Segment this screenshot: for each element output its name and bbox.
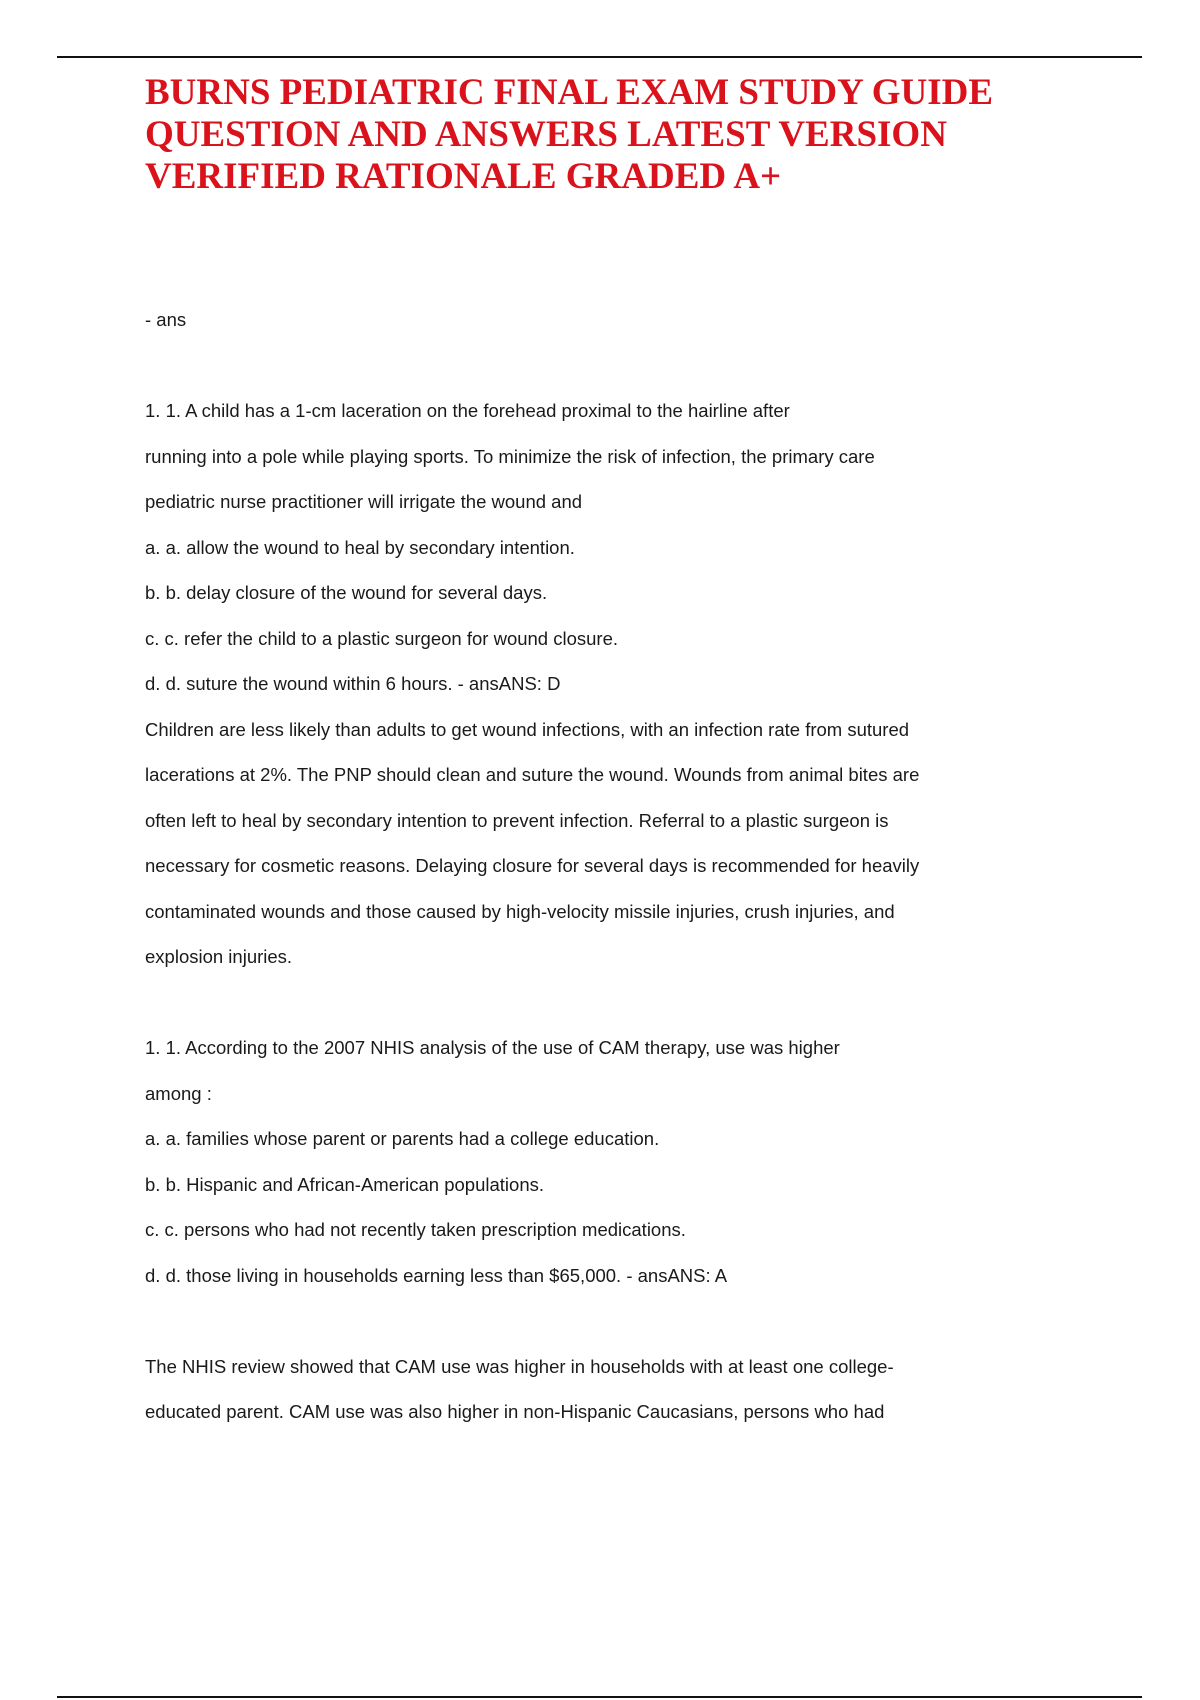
rationale-line: explosion injuries. (145, 946, 293, 967)
title-line: QUESTION AND ANSWERS LATEST VERSION (145, 114, 947, 155)
answer-option-c: c. c. persons who had not recently taken prescription medications. (145, 1219, 686, 1240)
intro-text: - ans (145, 309, 187, 330)
question-stem-line: pediatric nurse practitioner will irrigate the wound and (145, 491, 583, 512)
rationale-line: contaminated wounds and those caused by high-velocity missile injuries, crush injuries, and (145, 901, 895, 922)
document-title (145, 72, 1145, 198)
rationale-line: lacerations at 2%. The PNP should clean and suture the wound. Wounds from animal bites are (145, 764, 920, 785)
answer-option-b: b. b. delay closure of the wound for several days. (145, 582, 548, 603)
answer-option-d: d. d. suture the wound within 6 hours. - ansANS: D (145, 673, 561, 694)
question-stem-line: 1. 1. According to the 2007 NHIS analysis of the use of CAM therapy, use was higher (145, 1037, 840, 1058)
rationale-line: necessary for cosmetic reasons. Delaying closure for several days is recommended for heavily (145, 855, 920, 876)
answer-option-a: a. a. families whose parent or parents had a college education. (145, 1128, 660, 1149)
answer-option-a: a. a. allow the wound to heal by secondary intention. (145, 537, 575, 558)
question-stem-line: 1. 1. A child has a 1-cm laceration on the forehead proximal to the hairline after (145, 400, 790, 421)
question-stem-line: among : (145, 1083, 212, 1104)
question-stem-line: running into a pole while playing sports. To minimize the risk of infection, the primary care (145, 446, 875, 467)
top-rule (57, 56, 1142, 58)
rationale-line: The NHIS review showed that CAM use was higher in households with at least one college- (145, 1356, 894, 1377)
title-line: BURNS PEDIATRIC FINAL EXAM STUDY GUIDE (145, 72, 994, 113)
bottom-rule (57, 1696, 1142, 1698)
rationale-line: Children are less likely than adults to get wound infections, with an infection rate from sutured (145, 719, 910, 740)
answer-option-c: c. c. refer the child to a plastic surgeon for wound closure. (145, 628, 619, 649)
title-line: VERIFIED RATIONALE GRADED A+ (145, 156, 782, 197)
rationale-line: often left to heal by secondary intention to prevent infection. Referral to a plastic surgeon is (145, 810, 889, 831)
rationale-line: educated parent. CAM use was also higher in non-Hispanic Caucasians, persons who had (145, 1401, 885, 1422)
answer-option-d: d. d. those living in households earning less than $65,000. - ansANS: A (145, 1265, 728, 1286)
answer-option-b: b. b. Hispanic and African-American populations. (145, 1174, 544, 1195)
